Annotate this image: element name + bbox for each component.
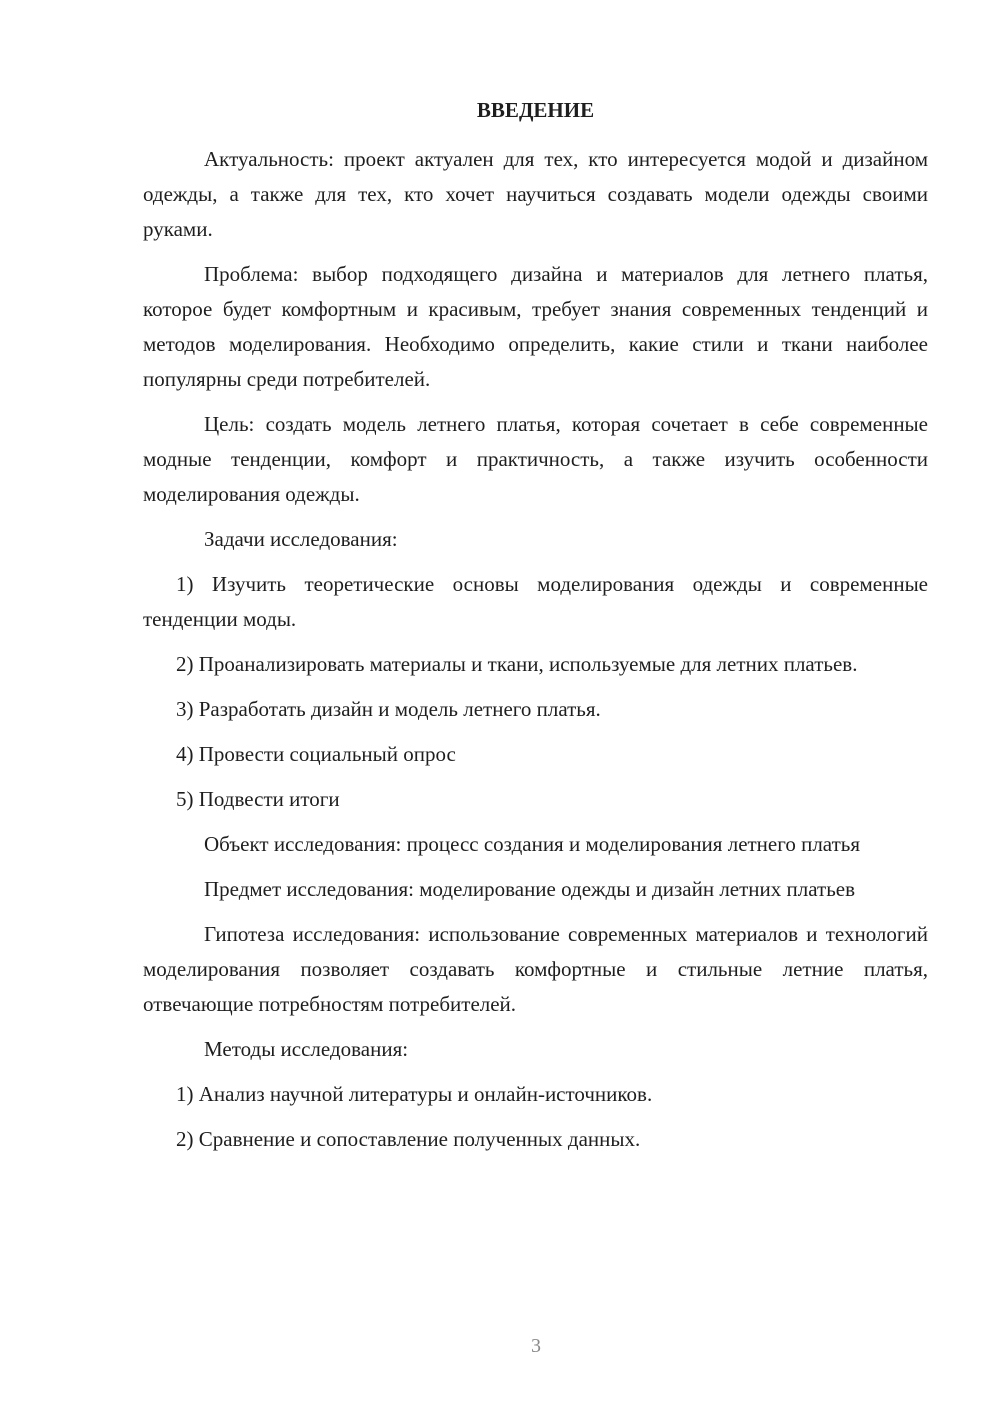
task-item-4: 4) Провести социальный опрос (176, 742, 456, 766)
task-item-3: 3) Разработать дизайн и модель летнего платья. (176, 697, 601, 721)
task-item-1: 1) Изучить теоретические основы моделирования одежды и современные тенденции моды. (143, 572, 928, 631)
paragraph-hypothesis: Гипотеза исследования: использование современных материалов и технологий моделирования позволяет создавать комфортные и стильные летние платья, отвечающие потребностям потребителей. (143, 922, 928, 1016)
methods-title: Методы исследования: (204, 1037, 409, 1061)
task-item-2: 2) Проанализировать материалы и ткани, используемые для летних платьев. (176, 652, 858, 676)
paragraph-relevance: Актуальность: проект актуален для тех, кто интересуется модой и дизайном одежды, а также для тех, кто хочет научиться создавать модели одежды своими руками. (143, 147, 928, 241)
paragraph-problem: Проблема: выбор подходящего дизайна и материалов для летнего платья, которое будет комфортным и красивым, требует знания современных тенденций и методов моделирования. Необходимо определить, какие стили и ткани наиболее популярны среди потребителей. (143, 262, 928, 391)
paragraph-subject: Предмет исследования: моделирование одежды и дизайн летних платьев (204, 877, 856, 901)
tasks-title: Задачи исследования: (204, 527, 398, 551)
method-item-1: 1) Анализ научной литературы и онлайн-источников. (176, 1082, 653, 1106)
task-item-5: 5) Подвести итоги (176, 787, 340, 811)
method-item-2: 2) Сравнение и сопоставление полученных данных. (176, 1127, 641, 1151)
page-heading: ВВЕДЕНИЕ (476, 98, 595, 122)
document-body (143, 142, 928, 1167)
paragraph-object: Объект исследования: процесс создания и моделирования летнего платья (204, 832, 860, 856)
page-number: 3 (531, 1335, 541, 1357)
paragraph-goal: Цель: создать модель летнего платья, которая сочетает в себе современные модные тенденции, комфорт и практичность, а также изучить особенности моделирования одежды. (143, 412, 928, 506)
